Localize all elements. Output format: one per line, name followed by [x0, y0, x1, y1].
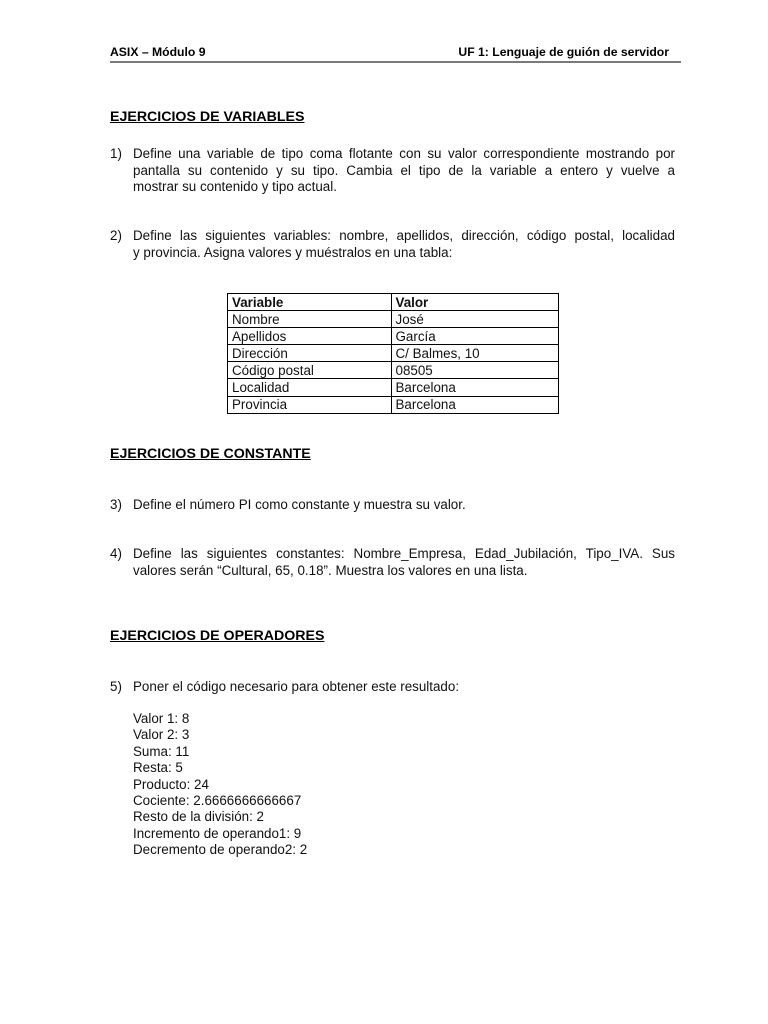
- exercise-text: [133, 546, 675, 579]
- section-title-constante: EJERCICIOS DE CONSTANTE: [110, 446, 311, 462]
- table-header-cell: Valor: [391, 294, 559, 311]
- table-cell: Barcelona: [391, 396, 559, 413]
- output-line: Resta: 5: [133, 760, 183, 776]
- exercise-line: pantalla su contenido y su tipo. Cambia el tipo de la variable a entero y vuelve a: [133, 162, 675, 178]
- table-cell: 08505: [391, 362, 559, 379]
- output-line: Resto de la división: 2: [133, 809, 265, 825]
- exercise-line: mostrar su contenido y tipo actual.: [133, 179, 337, 195]
- table-cell: Provincia: [228, 396, 392, 413]
- output-line: Valor 1: 8: [133, 711, 190, 726]
- output-line: Cociente: 2.6666666666667: [133, 793, 302, 809]
- output-line: Decremento de operando2: 2: [133, 842, 308, 858]
- exercise-line: Poner el código necesario para obtener este resultado:: [133, 679, 460, 694]
- section-title-variables: EJERCICIOS DE VARIABLES: [110, 109, 305, 125]
- exercise-number: 5): [110, 679, 122, 694]
- exercise-number: 2): [110, 228, 122, 243]
- output-line: Suma: 11: [133, 743, 190, 759]
- exercise-line: Define el número PI como constante y muestra su valor.: [133, 497, 466, 512]
- table-cell: Apellidos: [228, 328, 392, 345]
- page-header: [110, 43, 681, 63]
- exercise-text: [133, 497, 675, 514]
- table-row: [228, 396, 559, 413]
- table-cell: José: [391, 311, 559, 328]
- table-header-cell: Variable: [228, 294, 392, 311]
- table-row: [228, 328, 559, 345]
- exercise-number: 3): [110, 497, 122, 512]
- output-line: Valor 2: 3: [133, 727, 190, 743]
- exercise-line: y provincia. Asigna valores y muéstralos en una tabla:: [133, 244, 453, 260]
- table-row: [228, 362, 559, 379]
- exercise-text: [133, 146, 675, 196]
- output-line: Producto: 24: [133, 776, 209, 792]
- exercise-line: Define las siguientes variables: nombre, apellidos, dirección, código postal, localidad: [133, 228, 675, 243]
- exercise-line: valores serán “Cultural, 65, 0.18”. Muestra los valores en una lista.: [133, 562, 528, 578]
- section-title-operadores: EJERCICIOS DE OPERADORES: [110, 628, 325, 644]
- table-row: [228, 311, 559, 328]
- exercise-line: Define una variable de tipo coma flotante con su valor correspondiente mostrando por: [133, 146, 675, 161]
- exercise-line: Define las siguientes constantes: Nombre_Empresa, Edad_Jubilación, Tipo_IVA. Sus: [133, 546, 675, 561]
- table-cell: C/ Balmes, 10: [391, 345, 559, 362]
- exercise-text: [133, 228, 675, 261]
- table-header-row: [228, 294, 559, 311]
- variables-table: [227, 293, 559, 414]
- table-cell: García: [391, 328, 559, 345]
- exercise-number: 4): [110, 546, 122, 561]
- table-cell: Código postal: [228, 362, 392, 379]
- expected-output: [133, 711, 307, 859]
- output-line: Incremento de operando1: 9: [133, 825, 302, 841]
- table-row: [228, 345, 559, 362]
- table-cell: Barcelona: [391, 379, 559, 396]
- header-unit: UF 1: Lenguaje de guión de servidor: [458, 45, 669, 59]
- table-row: [228, 379, 559, 396]
- exercise-text: [133, 679, 675, 696]
- table-cell: Dirección: [228, 345, 392, 362]
- table-cell: Localidad: [228, 379, 392, 396]
- header-module: ASIX – Módulo 9: [110, 45, 206, 59]
- exercise-number: 1): [110, 146, 122, 161]
- table-cell: Nombre: [228, 311, 392, 328]
